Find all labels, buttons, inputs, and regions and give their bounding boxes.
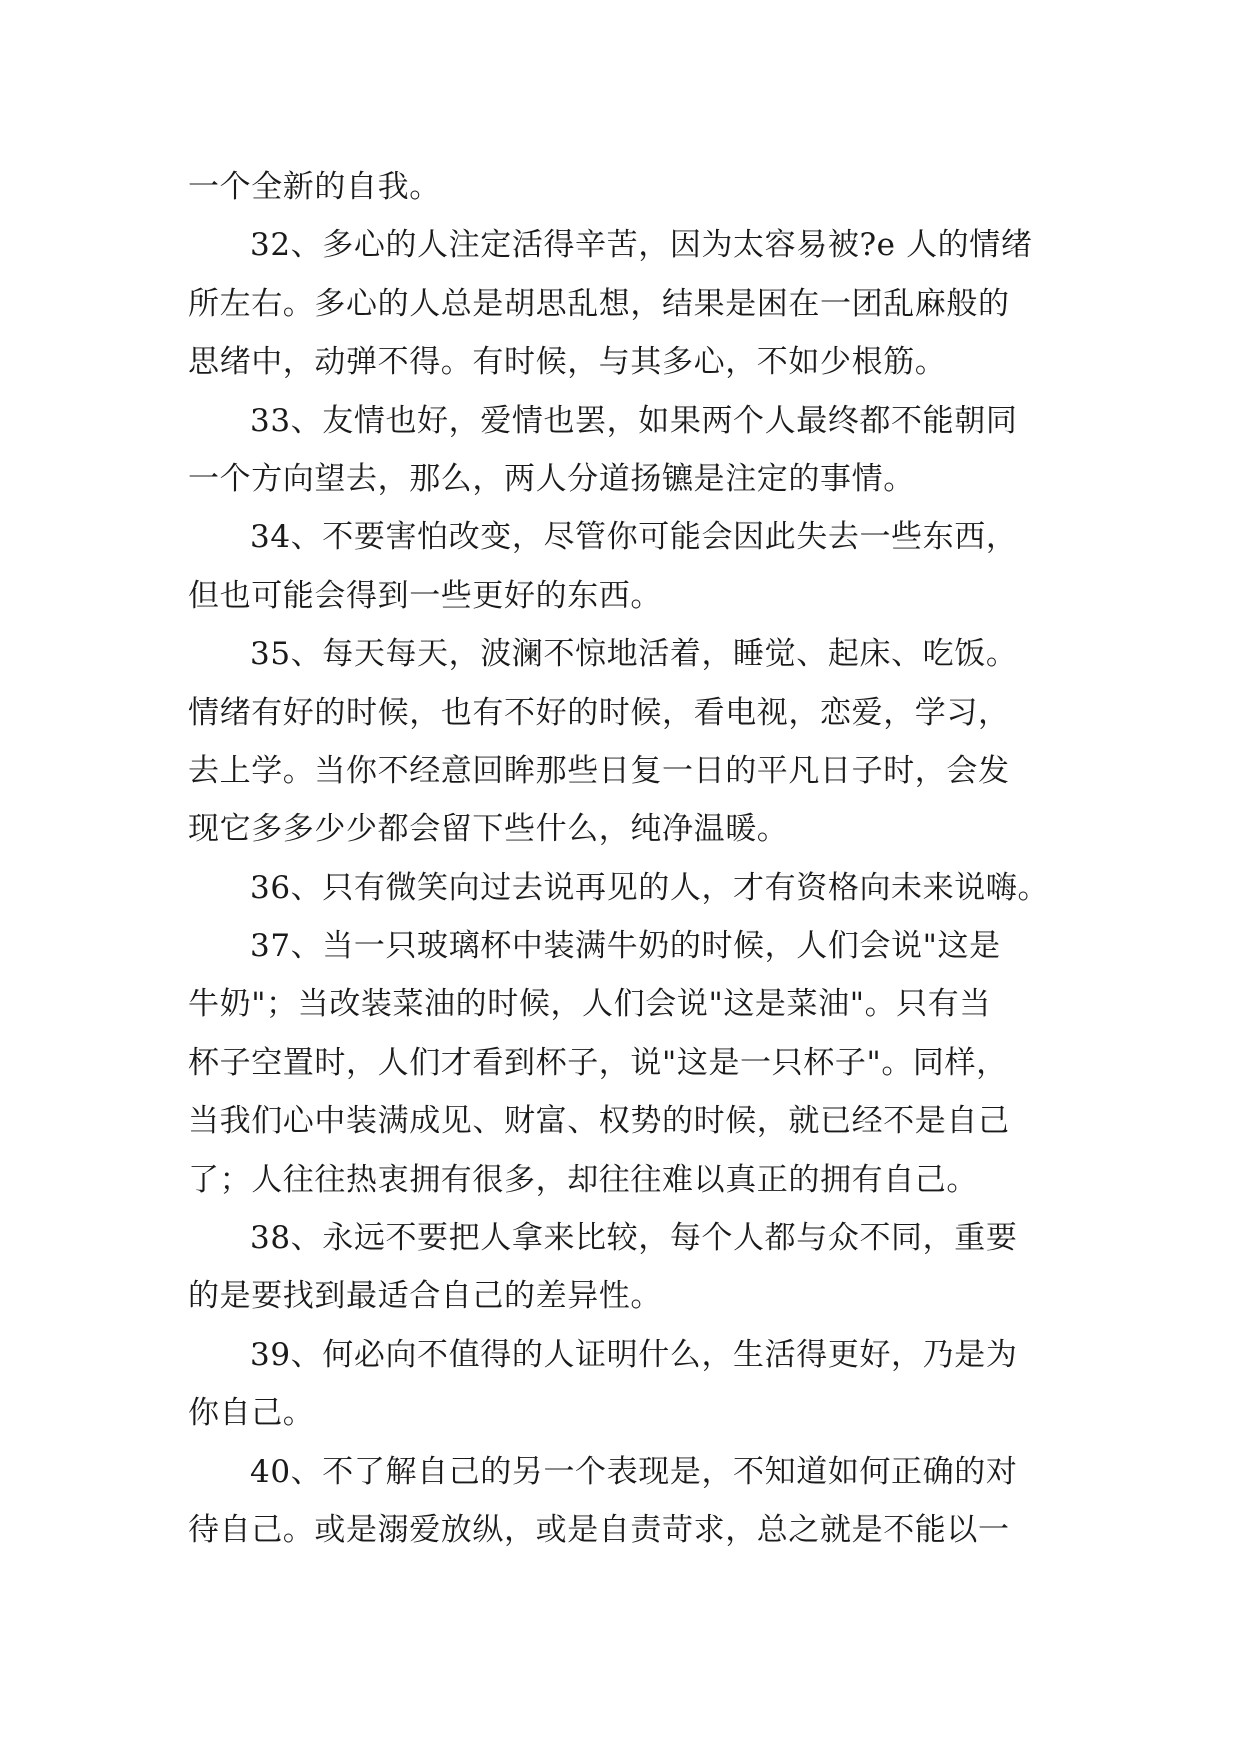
text-line: 你自己。	[188, 1395, 315, 1432]
text-line: 现它多多少少都会留下些什么，纯净温暖。	[188, 811, 789, 848]
text-line: 40、不了解自己的另一个表现是，不知道如何正确的对	[250, 1453, 1018, 1490]
text-line: 所左右。多心的人总是胡思乱想，结果是困在一团乱麻般的	[188, 285, 1010, 322]
text-line: 34、不要害怕改变，尽管你可能会因此失去一些东西，	[250, 519, 1018, 556]
body-text	[188, 158, 1058, 1559]
text-line: 的是要找到最适合自己的差异性。	[188, 1278, 662, 1315]
text-line: 当我们心中装满成见、财富、权势的时候，就已经不是自己	[188, 1103, 1010, 1140]
text-line: 38、永远不要把人拿来比较，每个人都与众不同，重要	[250, 1220, 1018, 1257]
text-line: 待自己。或是溺爱放纵，或是自责苛求，总之就是不能以一	[188, 1511, 1010, 1548]
text-line: 33、友情也好，爱情也罢，如果两个人最终都不能朝同	[250, 402, 1018, 439]
text-line: 36、只有微笑向过去说再见的人，才有资格向未来说嗨。	[250, 869, 1050, 906]
text-line: 37、当一只玻璃杯中装满牛奶的时候，人们会说"这是	[250, 928, 1001, 965]
text-line: 但也可能会得到一些更好的东西。	[188, 577, 662, 614]
text-line: 了；人往往热衷拥有很多，却往往难以真正的拥有自己。	[188, 1161, 978, 1198]
text-line: 39、何必向不值得的人证明什么，生活得更好，乃是为	[250, 1336, 1018, 1373]
text-line: 35、每天每天，波澜不惊地活着，睡觉、起床、吃饭。	[250, 636, 1018, 673]
text-line: 一个方向望去，那么，两人分道扬镳是注定的事情。	[188, 460, 915, 497]
text-line: 牛奶"；当改装菜油的时候，人们会说"这是菜油"。只有当	[188, 986, 991, 1023]
text-line: 一个全新的自我。	[188, 169, 441, 205]
text-line: 32、多心的人注定活得辛苦，因为太容易被?e 人的情绪	[250, 227, 1033, 264]
text-line: 情绪有好的时候，也有不好的时候，看电视，恋爱，学习，	[188, 694, 1010, 731]
text-line: 思绪中，动弹不得。有时候，与其多心，不如少根筋。	[188, 344, 947, 381]
text-line: 杯子空置时，人们才看到杯子，说"这是一只杯子"。同样，	[188, 1044, 1008, 1081]
text-line: 去上学。当你不经意回眸那些日复一日的平凡日子时，会发	[188, 752, 1010, 789]
